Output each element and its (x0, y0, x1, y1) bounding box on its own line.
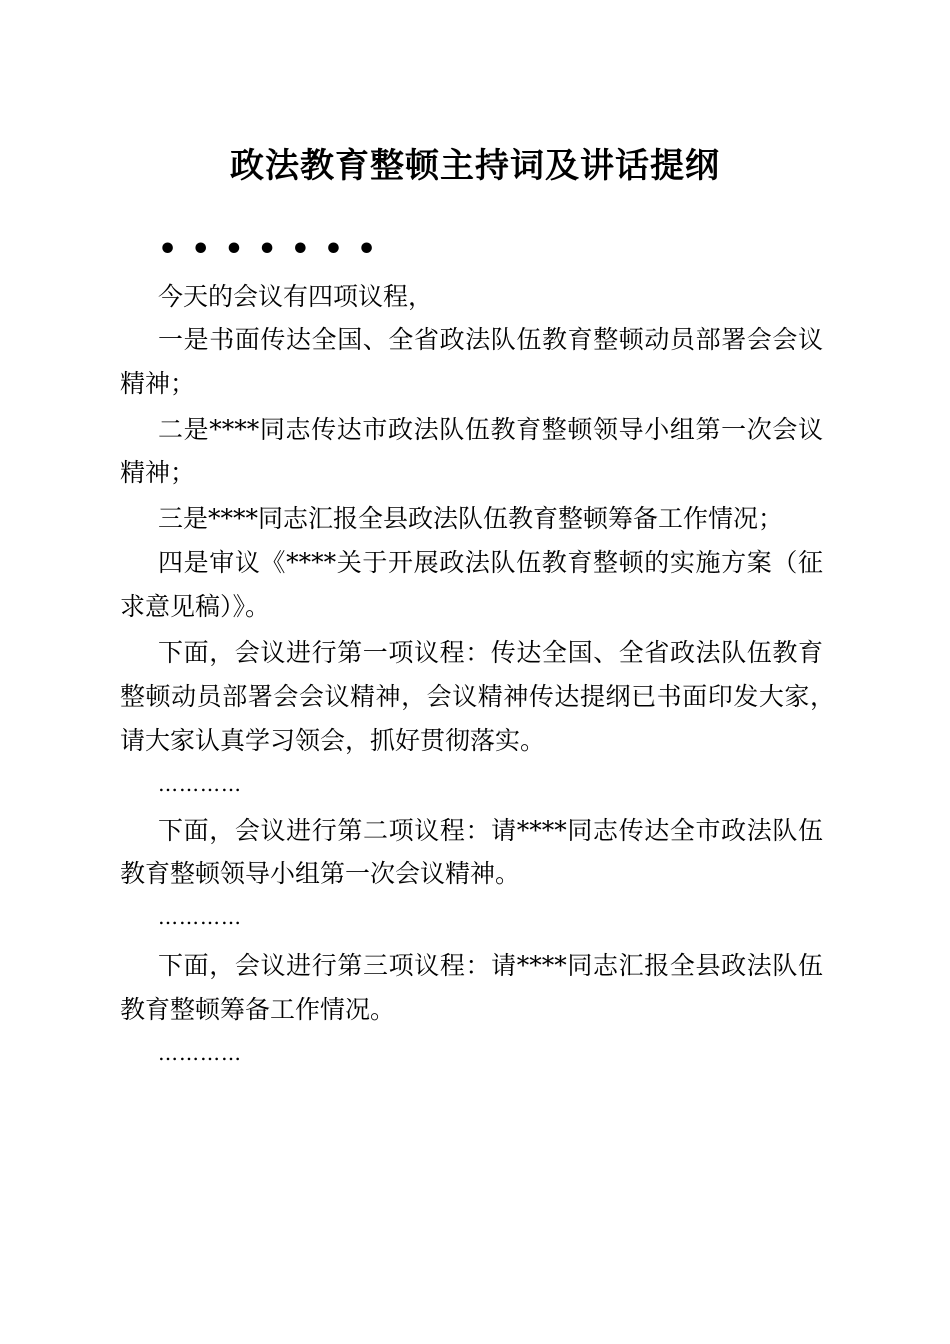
ellipsis: ………… (158, 1041, 242, 1065)
paragraph-line: 今天的会议有四项议程， (158, 282, 434, 311)
ellipsis: ………… (158, 905, 242, 929)
ellipsis: ………… (158, 772, 242, 796)
paragraph-line: 下面，会议进行第一项议程：传达全国、全省政法队伍教育 (158, 638, 823, 667)
document-title: 政法教育整顿主持词及讲话提纲 (230, 146, 720, 186)
paragraph-line: 三是****同志汇报全县政法队伍教育整顿筹备工作情况； (158, 504, 784, 533)
paragraph-line: 二是****同志传达市政法队伍教育整顿领导小组第一次会议 (158, 415, 823, 444)
paragraph-line: 教育整顿筹备工作情况。 (120, 995, 396, 1024)
paragraph-line: 四是审议《****关于开展政法队伍教育整顿的实施方案（征 (158, 548, 823, 577)
paragraph-line: 请大家认真学习领会，抓好贯彻落实。 (120, 726, 546, 755)
paragraph-line: 一是书面传达全国、全省政法队伍教育整顿动员部署会会议 (158, 325, 823, 354)
paragraph-line: 下面，会议进行第二项议程：请****同志传达全市政法队伍 (158, 816, 823, 845)
paragraph-line: 教育整顿领导小组第一次会议精神。 (120, 859, 521, 888)
paragraph-line: 下面，会议进行第三项议程：请****同志汇报全县政法队伍 (158, 951, 823, 980)
paragraph-line: 整顿动员部署会会议精神，会议精神传达提纲已书面印发大家， (120, 682, 835, 711)
paragraph-line: 求意见稿）》。 (120, 592, 271, 621)
paragraph-line: 精神； (120, 369, 196, 398)
leading-dots: ••••••• (158, 232, 391, 267)
paragraph-line: 精神； (120, 458, 196, 487)
